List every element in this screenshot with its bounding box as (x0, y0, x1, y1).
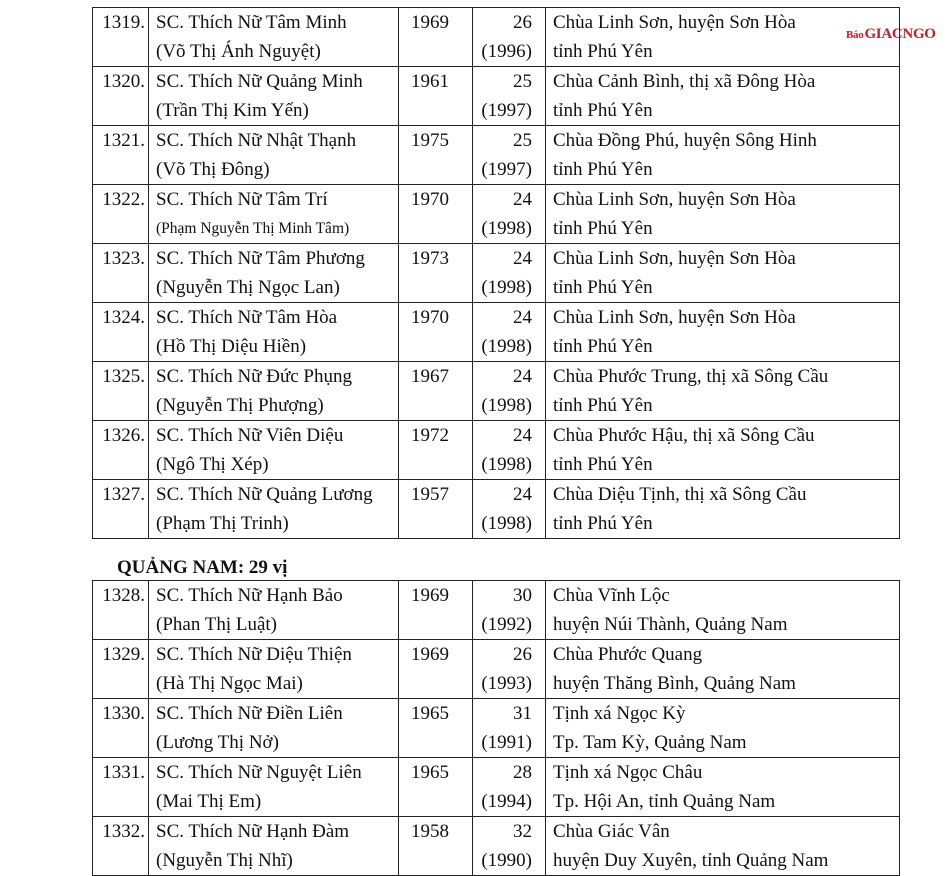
place-cell (546, 303, 900, 362)
age-cell (473, 362, 546, 421)
place-line-2: huyện Núi Thành, Quảng Nam (553, 614, 788, 635)
nun-name-cell (149, 581, 399, 640)
age-cell (473, 640, 546, 699)
record-number: 1327. (93, 480, 149, 539)
birth-year: 1969 (399, 640, 473, 699)
record-number: 1330. (93, 699, 149, 758)
place-cell (546, 480, 900, 539)
age: 24 (513, 189, 532, 210)
age: 25 (513, 130, 532, 151)
birth-name: (Mai Thị Em) (156, 791, 262, 812)
nun-name-cell (149, 640, 399, 699)
place-cell (546, 126, 900, 185)
ordination-year: (1991) (481, 732, 532, 753)
birth-year: 1970 (399, 303, 473, 362)
place-line-2: tỉnh Phú Yên (553, 218, 653, 239)
place-line-1: Chùa Linh Sơn, huyện Sơn Hòa (553, 12, 796, 33)
birth-name: (Hồ Thị Diệu Hiền) (156, 336, 307, 357)
record-number: 1325. (93, 362, 149, 421)
place-line-2: tỉnh Phú Yên (553, 159, 653, 180)
table-quang-nam (92, 580, 900, 876)
place-cell (546, 185, 900, 244)
age-cell (473, 303, 546, 362)
dharma-name: SC. Thích Nữ Tâm Phương (156, 248, 365, 269)
place-line-1: Tịnh xá Ngọc Kỳ (553, 703, 686, 724)
nun-name-cell (149, 8, 399, 67)
place-cell (546, 581, 900, 640)
birth-name: (Phan Thị Luật) (156, 614, 278, 635)
birth-year: 1969 (399, 581, 473, 640)
dharma-name: SC. Thích Nữ Quảng Lương (156, 484, 373, 505)
table-row (93, 185, 900, 244)
age-cell (473, 581, 546, 640)
table-row (93, 8, 900, 67)
record-number: 1332. (93, 817, 149, 876)
ordination-year: (1998) (481, 277, 532, 298)
age-cell (473, 480, 546, 539)
birth-name: (Lương Thị Nở) (156, 732, 279, 753)
place-cell (546, 421, 900, 480)
table-row (93, 303, 900, 362)
age: 24 (513, 248, 532, 269)
dharma-name: SC. Thích Nữ Viên Diệu (156, 425, 344, 446)
dharma-name: SC. Thích Nữ Hạnh Đàm (156, 821, 350, 842)
table-row (93, 67, 900, 126)
birth-year: 1970 (399, 185, 473, 244)
table-row (93, 581, 900, 640)
place-line-1: Chùa Phước Hậu, thị xã Sông Cầu (553, 425, 815, 446)
place-line-1: Chùa Linh Sơn, huyện Sơn Hòa (553, 307, 796, 328)
place-line-2: Tp. Tam Kỳ, Quảng Nam (553, 732, 747, 753)
ordination-year: (1996) (481, 41, 532, 62)
ordination-year: (1997) (481, 159, 532, 180)
nun-name-cell (149, 244, 399, 303)
place-line-1: Chùa Diệu Tịnh, thị xã Sông Cầu (553, 484, 807, 505)
place-line-1: Tịnh xá Ngọc Châu (553, 762, 703, 783)
birth-name: (Nguyễn Thị Ngọc Lan) (156, 277, 340, 298)
place-line-1: Chùa Phước Trung, thị xã Sông Cầu (553, 366, 829, 387)
birth-year: 1972 (399, 421, 473, 480)
birth-year: 1965 (399, 758, 473, 817)
birth-name: (Nguyễn Thị Phượng) (156, 395, 324, 416)
ordination-year: (1992) (481, 614, 532, 635)
place-line-2: tỉnh Phú Yên (553, 395, 653, 416)
birth-year: 1965 (399, 699, 473, 758)
place-cell (546, 817, 900, 876)
dharma-name: SC. Thích Nữ Tâm Hòa (156, 307, 338, 328)
place-line-2: tỉnh Phú Yên (553, 277, 653, 298)
place-line-2: Tp. Hội An, tỉnh Quảng Nam (553, 791, 776, 812)
birth-year: 1961 (399, 67, 473, 126)
table-row (93, 817, 900, 876)
place-line-2: huyện Thăng Bình, Quảng Nam (553, 673, 796, 694)
dharma-name: SC. Thích Nữ Nguyệt Liên (156, 762, 362, 783)
place-line-1: Chùa Phước Quang (553, 644, 703, 665)
place-line-1: Chùa Đồng Phú, huyện Sông Hinh (553, 130, 817, 151)
age: 26 (513, 644, 532, 665)
nun-name-cell (149, 699, 399, 758)
birth-name: (Phạm Thị Trinh) (156, 513, 289, 534)
birth-year: 1958 (399, 817, 473, 876)
age: 24 (513, 307, 532, 328)
age-cell (473, 185, 546, 244)
place-line-2: tỉnh Phú Yên (553, 41, 653, 62)
dharma-name: SC. Thích Nữ Tâm Minh (156, 12, 347, 33)
age: 28 (513, 762, 532, 783)
dharma-name: SC. Thích Nữ Tâm Trí (156, 189, 328, 210)
nun-name-cell (149, 303, 399, 362)
ordination-year: (1990) (481, 850, 532, 871)
place-line-2: tỉnh Phú Yên (553, 454, 653, 475)
ordination-year: (1998) (481, 395, 532, 416)
place-line-2: tỉnh Phú Yên (553, 336, 653, 357)
age: 32 (513, 821, 532, 842)
dharma-name: SC. Thích Nữ Nhật Thạnh (156, 130, 357, 151)
birth-year: 1975 (399, 126, 473, 185)
record-number: 1323. (93, 244, 149, 303)
table-phu-yen (92, 7, 900, 539)
table-row (93, 244, 900, 303)
age: 24 (513, 366, 532, 387)
age: 26 (513, 12, 532, 33)
age-cell (473, 244, 546, 303)
place-cell (546, 758, 900, 817)
birth-name: (Hà Thị Ngọc Mai) (156, 673, 303, 694)
ordination-year: (1997) (481, 100, 532, 121)
record-number: 1321. (93, 126, 149, 185)
table-row (93, 362, 900, 421)
nun-name-cell (149, 362, 399, 421)
record-number: 1331. (93, 758, 149, 817)
birth-year: 1969 (399, 8, 473, 67)
dharma-name: SC. Thích Nữ Đức Phụng (156, 366, 353, 387)
age: 25 (513, 71, 532, 92)
dharma-name: SC. Thích Nữ Diệu Thiện (156, 644, 352, 665)
dharma-name: SC. Thích Nữ Quảng Minh (156, 71, 363, 92)
birth-year: 1957 (399, 480, 473, 539)
nun-name-cell (149, 126, 399, 185)
place-line-1: Chùa Vĩnh Lộc (553, 585, 670, 606)
age: 24 (513, 484, 532, 505)
birth-name: (Phạm Nguyễn Thị Minh Tâm) (156, 220, 350, 237)
record-number: 1319. (93, 8, 149, 67)
place-cell (546, 8, 900, 67)
ordination-year: (1994) (481, 791, 532, 812)
age: 30 (513, 585, 532, 606)
place-line-1: Chùa Giác Vân (553, 821, 670, 842)
birth-name: (Võ Thị Đông) (156, 159, 270, 180)
birth-name: (Trần Thị Kim Yến) (156, 100, 309, 121)
place-cell (546, 244, 900, 303)
ordination-year: (1998) (481, 218, 532, 239)
section-title-quang-nam: QUẢNG NAM: 29 vị (117, 557, 288, 578)
birth-name: (Võ Thị Ánh Nguyệt) (156, 41, 321, 62)
place-cell (546, 699, 900, 758)
place-cell (546, 67, 900, 126)
record-number: 1328. (93, 581, 149, 640)
table-row (93, 126, 900, 185)
watermark-prefix: Báo (846, 29, 864, 41)
ordination-year: (1998) (481, 336, 532, 357)
age-cell (473, 817, 546, 876)
place-cell (546, 362, 900, 421)
nun-name-cell (149, 421, 399, 480)
nun-name-cell (149, 480, 399, 539)
watermark-name: GIACNGO (864, 26, 936, 42)
age-cell (473, 126, 546, 185)
record-number: 1320. (93, 67, 149, 126)
nun-name-cell (149, 817, 399, 876)
birth-year: 1967 (399, 362, 473, 421)
record-number: 1322. (93, 185, 149, 244)
birth-name: (Nguyễn Thị Nhĩ) (156, 850, 293, 871)
age-cell (473, 421, 546, 480)
place-line-2: huyện Duy Xuyên, tỉnh Quảng Nam (553, 850, 829, 871)
place-line-1: Chùa Linh Sơn, huyện Sơn Hòa (553, 248, 796, 269)
age: 31 (513, 703, 532, 724)
age: 24 (513, 425, 532, 446)
table-row (93, 421, 900, 480)
birth-name: (Ngô Thị Xép) (156, 454, 269, 475)
ordination-year: (1993) (481, 673, 532, 694)
nun-name-cell (149, 185, 399, 244)
table-row (93, 480, 900, 539)
dharma-name: SC. Thích Nữ Điền Liên (156, 703, 343, 724)
age-cell (473, 67, 546, 126)
record-number: 1324. (93, 303, 149, 362)
nun-name-cell (149, 758, 399, 817)
place-line-1: Chùa Linh Sơn, huyện Sơn Hòa (553, 189, 796, 210)
record-number: 1329. (93, 640, 149, 699)
age-cell (473, 8, 546, 67)
table-row (93, 758, 900, 817)
dharma-name: SC. Thích Nữ Hạnh Bảo (156, 585, 343, 606)
place-cell (546, 640, 900, 699)
table-row (93, 699, 900, 758)
age-cell (473, 699, 546, 758)
nun-name-cell (149, 67, 399, 126)
birth-year: 1973 (399, 244, 473, 303)
place-line-1: Chùa Cảnh Bình, thị xã Đông Hòa (553, 71, 816, 92)
age-cell (473, 758, 546, 817)
ordination-year: (1998) (481, 513, 532, 534)
record-number: 1326. (93, 421, 149, 480)
ordination-year: (1998) (481, 454, 532, 475)
place-line-2: tỉnh Phú Yên (553, 100, 653, 121)
table-row (93, 640, 900, 699)
place-line-2: tỉnh Phú Yên (553, 513, 653, 534)
